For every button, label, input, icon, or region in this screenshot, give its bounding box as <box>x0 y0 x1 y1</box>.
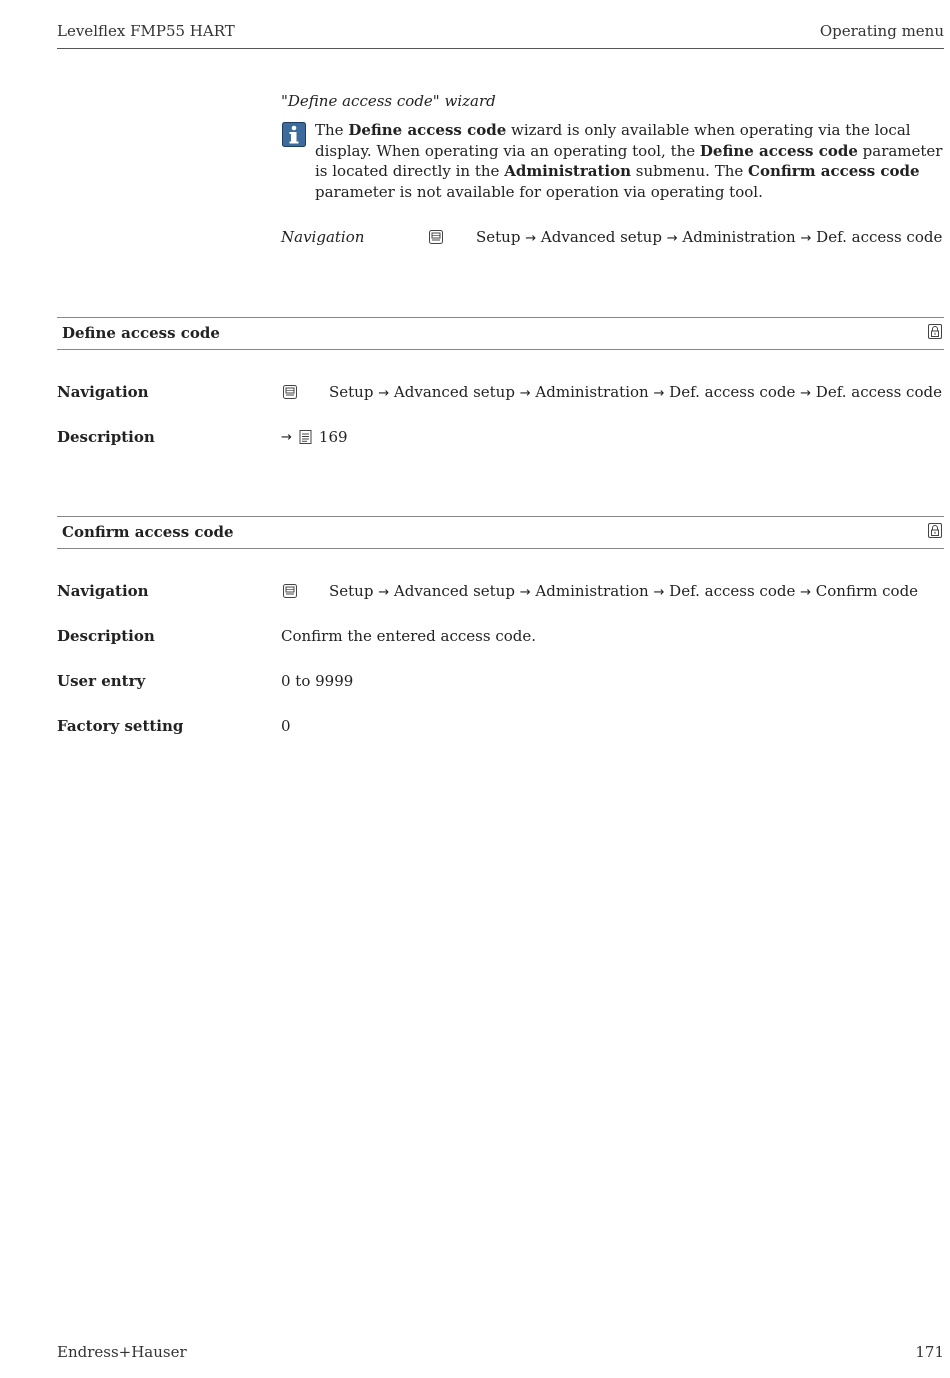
lock-icon <box>928 324 942 339</box>
user-entry-value: 0 to 9999 <box>281 672 354 690</box>
info-icon <box>282 122 306 147</box>
section-title: Define access code <box>62 324 220 342</box>
wizard-navigation-label: Navigation <box>281 228 365 246</box>
arrow-right-icon: → <box>800 585 812 600</box>
header-chapter: Operating menu <box>819 22 944 40</box>
arrow-right-icon: → <box>519 585 531 600</box>
user-entry-label: User entry <box>57 672 146 690</box>
section-header-define-access-code <box>57 317 944 350</box>
section-header-confirm-access-code <box>57 516 944 549</box>
menu-icon <box>283 385 297 399</box>
description-label: Description <box>57 627 155 645</box>
description-text: Confirm the entered access code. <box>281 627 536 645</box>
navigation-label: Navigation <box>57 582 149 600</box>
wizard-note: The Define access code wizard is only available when operating via the local display. When operating via an operating tool, the Define access code parameter is located directly in the Administration submenu. The Confirm access code parameter is not available for operation via operating tool. <box>315 121 943 201</box>
description-label: Description <box>57 428 155 446</box>
footer-company: Endress+Hauser <box>57 1343 187 1361</box>
arrow-right-icon: → <box>653 386 665 401</box>
arrow-right-icon: → <box>800 231 812 246</box>
lock-icon <box>928 523 942 538</box>
arrow-right-icon: → <box>525 231 537 246</box>
menu-icon <box>283 584 297 598</box>
navigation-path: Setup → Advanced setup → Administration → Def. access code → Confirm code <box>329 582 919 600</box>
page-number-link[interactable]: 169 <box>318 428 348 446</box>
factory-setting-value: 0 <box>281 717 291 735</box>
arrow-right-icon: → <box>378 386 390 401</box>
factory-setting-label: Factory setting <box>57 717 184 735</box>
section-title: Confirm access code <box>62 523 234 541</box>
arrow-right-icon: → <box>378 585 390 600</box>
wizard-navigation-path: Setup → Advanced setup → Administration → Def. access code <box>476 228 943 246</box>
menu-icon <box>429 230 443 244</box>
header-product-name: Levelflex FMP55 HART <box>57 22 235 40</box>
navigation-label: Navigation <box>57 383 149 401</box>
arrow-right-icon: → <box>519 386 531 401</box>
arrow-right-icon: → <box>281 429 292 445</box>
arrow-right-icon: → <box>800 386 812 401</box>
footer-page-number: 171 <box>915 1343 944 1361</box>
arrow-right-icon: → <box>653 585 665 600</box>
wizard-title: "Define access code" wizard <box>281 92 496 110</box>
arrow-right-icon: → <box>666 231 678 246</box>
header-divider <box>57 48 944 49</box>
description-page-reference[interactable] <box>281 428 348 446</box>
document-icon <box>299 430 312 444</box>
navigation-path: Setup → Advanced setup → Administration → Def. access code → Def. access code <box>329 383 942 401</box>
